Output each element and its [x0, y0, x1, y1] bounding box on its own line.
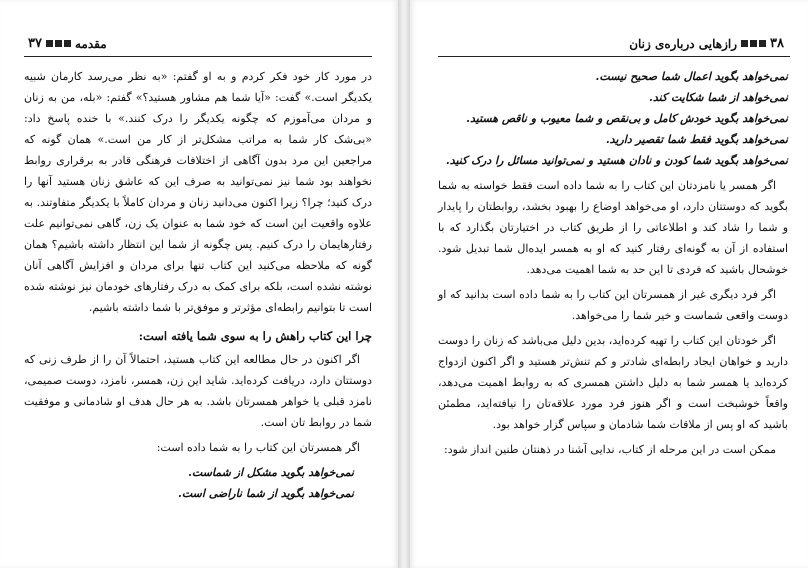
body-paragraph: اگر فرد دیگری غیر از همسرتان این کتاب را به شما داده است بدانید که او دوست واقعی شماست و خیر شما را می‌خواهد.	[438, 288, 788, 322]
left-page-body	[24, 66, 372, 504]
body-paragraph: اگر خودتان این کتاب را تهیه کرده‌اید، بدین دلیل می‌باشد که زنان را دوست دارید و خواهان ایجاد رابطه‌ای شادتر و کم تنش‌تر هستید و اگر اکنون ازدواج کرده‌اید یا همسر شما به دلیل داشتن همسری که به روابط اهمیت می‌دهد، واقعاً خوشبخت است و اگر هنوز فرد مورد علاقه‌تان را نیافته‌اید، مطمئن باشید که او پس از ملاقات شما شادمان و سپاس گزار خواهد بود.	[438, 334, 788, 431]
book-gutter	[398, 0, 410, 568]
right-page	[410, 0, 808, 568]
quote-line: نمی‌خواهد بگوید خودش کامل و بی‌نقص و شما معیوب و ناقص هستید.	[466, 112, 788, 125]
right-page-header	[629, 36, 784, 51]
left-page	[0, 0, 398, 568]
quote-line: نمی‌خواهد بگوید شما کودن و نادان هستید و نمی‌توانید مسائل را درک کنید.	[445, 154, 788, 167]
header-rule	[438, 56, 790, 57]
section-title: چرا این کتاب راهش را به سوی شما یافته است:	[138, 329, 372, 343]
quote-line: نمی‌خواهد بگوید اعمال شما صحیح نیست.	[595, 70, 788, 83]
body-paragraph: ممکن است در این مرحله از کتاب، ندایی آشنا در ذهنتان طنین انداز شود:	[444, 443, 776, 456]
left-page-number: ۳۷	[28, 36, 42, 51]
header-ornament-icon	[741, 40, 766, 47]
header-ornament-icon	[46, 40, 71, 47]
body-paragraph: اگر همسرتان این کتاب را به شما داده است:	[156, 441, 360, 454]
body-paragraph: در مورد کار خود فکر کردم و به او گفتم: «به نظر می‌رسد کارمان شبیه یکدیگر است.» گفت: «آیا شما هم مشاور هستید؟» گفتم: «بله، من به زنان و مردان می‌آموزم که چگونه یکدیگر را درک کنند.» با خنده پاسخ داد: «بی‌شک کار شما به مراتب مشکل‌تر از کار من است.» همان گونه که مراجعین این مرد بدون آگاهی از اختلافات فرهنگی قادر به برقراری روابط نخواهند بود شما نیز نمی‌توانید به صرف این که عاشق زنان هستید آنها را درک کنید؛ چرا؟ زیرا اکنون می‌دانید زنان و مردان کاملاً با یکدیگر متفاوتند. به علاوه واقعیت این است که خود شما به عنوان یک زن، گاهی نمی‌توانیم علت رفتارهایمان را درک کنیم. پس چگونه از شما این انتظار داشته باشیم؟ همان گونه که ملاحظه می‌کنید این کتاب تنها برای مردان و افزایش آگاهی آنان نوشته نشده است، بلکه برای کمک به درک رفتارهای خودمان نیز نوشته شده است تا بتوانیم رابطه‌ای مؤثرتر و موفق‌تر با شما داشته باشیم.	[24, 70, 372, 314]
right-page-title: رازهایی درباره‌ی زنان	[629, 36, 738, 51]
quote-line: نمی‌خواهد بگوید مشکل از شماست.	[188, 466, 354, 479]
right-page-number: ۳۸	[770, 36, 784, 51]
header-rule	[24, 56, 372, 57]
body-paragraph: اگر اکنون در حال مطالعه این کتاب هستید، احتمالاً آن را از طرف زنی که دوستتان دارد، دریافت کرده‌اید. شاید این زن، همسر، نامزد، دوست صمیمی، نامزد قبلی یا خواهر همسرتان باشد. به هر حال هدف او شادمانی و موفقیت شما در روابط تان است.	[24, 353, 372, 429]
right-page-body	[438, 66, 788, 464]
body-paragraph: اگر همسر یا نامزدتان این کتاب را به شما داده است فقط خواسته به شما بگوید که دوستتان دارد، او می‌خواهد اوضاع را بهبود بخشد، روابطتان را پایدار و شما را شاد کند و اطلاعاتی را از طریق کتاب در اختیارتان بگذارد که با استفاده از آن به گونه‌ای رفتار کنید که او به همسر ایده‌ال شما تبدیل شود. خوشحال باشید که فردی تا این حد به شما اهمیت می‌دهد.	[438, 179, 788, 276]
quote-line: نمی‌خواهد بگوید فقط شما تقصیر دارید.	[605, 133, 788, 146]
quote-line: نمی‌خواهد از شما شکایت کند.	[649, 91, 788, 104]
left-page-header	[28, 36, 107, 51]
quote-line: نمی‌خواهد بگوید از شما ناراضی است.	[178, 487, 354, 500]
left-page-title: مقدمه	[74, 36, 107, 51]
